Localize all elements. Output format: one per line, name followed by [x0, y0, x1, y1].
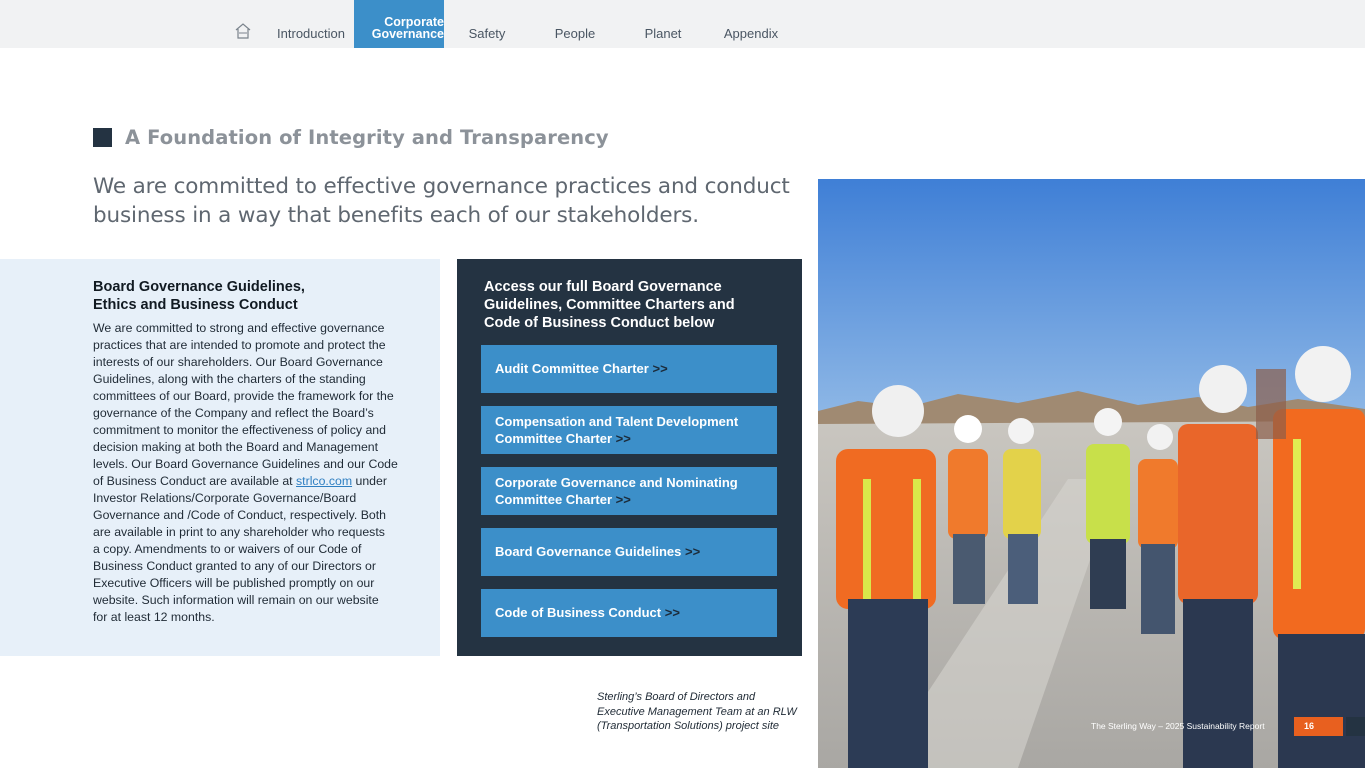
- heading-line: Board Governance Guidelines,: [93, 279, 305, 295]
- page-number-badge: 16: [1294, 717, 1343, 736]
- governance-info-heading: [93, 278, 413, 314]
- nav-tab-appendix[interactable]: Appendix: [723, 26, 779, 41]
- nav-tab-people[interactable]: People: [554, 26, 596, 41]
- body-line: are available in print to any shareholder who requests: [93, 525, 385, 539]
- heading-line: Guidelines, Committee Charters and: [484, 297, 735, 313]
- report-title-footer: The Sterling Way – 2025 Sustainability Report: [1091, 721, 1265, 731]
- chevrons-right-icon: >>: [615, 431, 631, 446]
- strlco-website-link[interactable]: strlco.com: [296, 474, 353, 488]
- button-label: Committee Charter: [495, 492, 613, 507]
- body-line: practices that are intended to promote and protect the: [93, 338, 386, 352]
- chevrons-right-icon: >>: [615, 492, 631, 507]
- top-navigation: [0, 0, 1365, 48]
- caption-line: Sterling’s Board of Directors and: [597, 691, 756, 703]
- documents-panel-heading: [484, 278, 784, 332]
- chevrons-right-icon: >>: [652, 361, 668, 377]
- button-label: Corporate Governance and Nominating: [495, 474, 738, 490]
- body-line: Executive Officers will be published promptly on our: [93, 576, 375, 590]
- board-governance-guidelines-button[interactable]: [481, 528, 777, 576]
- body-line: Business Conduct granted to any of our Directors or: [93, 559, 376, 573]
- compensation-committee-charter-button[interactable]: [481, 406, 777, 454]
- caption-line: Executive Management Team at an RLW: [597, 705, 797, 718]
- nav-tab-safety[interactable]: Safety: [468, 26, 506, 41]
- audit-committee-charter-button[interactable]: [481, 345, 777, 393]
- chevrons-right-icon: >>: [685, 544, 701, 560]
- intro-line: business in a way that benefits each of our stakeholders.: [93, 203, 699, 228]
- body-line: decision making at both the Board and Management: [93, 440, 379, 454]
- caption-line: (Transportation Solutions) project site: [597, 720, 779, 732]
- body-line: a copy. Amendments to or waivers of our Code of: [93, 542, 362, 556]
- nav-tab-introduction[interactable]: Introduction: [277, 26, 345, 41]
- body-line: Guidelines, along with the charters of the standing: [93, 372, 366, 386]
- heading-line: Access our full Board Governance: [484, 279, 722, 295]
- nav-tab-corporate-governance[interactable]: Corporate Governance: [354, 0, 444, 48]
- button-label: Compensation and Talent Development: [495, 413, 739, 429]
- page-edge-tab: [1346, 717, 1365, 736]
- body-line: for at least 12 months.: [93, 610, 215, 624]
- body-line: commitment to monitor the effectiveness of policy and: [93, 423, 386, 437]
- body-line: levels. Our Board Governance Guidelines and our Code: [93, 457, 398, 471]
- link-suffix-text: under: [352, 474, 387, 488]
- link-prefix-text: of Business Conduct are available at: [93, 474, 297, 488]
- button-label: Committee Charter: [495, 431, 613, 446]
- heading-line: Ethics and Business Conduct: [93, 297, 298, 313]
- button-label: Code of Business Conduct: [495, 605, 662, 621]
- chevrons-right-icon: >>: [664, 605, 680, 621]
- intro-line: We are committed to effective governance practices and conduct: [93, 174, 790, 199]
- governance-info-body: [93, 320, 418, 626]
- home-icon[interactable]: [234, 22, 252, 40]
- body-line: governance of the Company and reflect the Board’s: [93, 406, 374, 420]
- body-line-with-link: [93, 473, 418, 490]
- body-line: website. Such information will remain on our website: [93, 593, 379, 607]
- body-line: Investor Relations/Corporate Governance/Board: [93, 491, 357, 505]
- nav-tab-planet[interactable]: Planet: [644, 26, 682, 41]
- intro-statement: [93, 172, 793, 230]
- body-line: interests of our shareholders. Our Board Governance: [93, 355, 383, 369]
- page-title: A Foundation of Integrity and Transparency: [125, 126, 609, 149]
- project-site-photo: [818, 179, 1365, 768]
- body-line: committees of our Board, provide the framework for the: [93, 389, 394, 403]
- body-line: Governance and /Code of Conduct, respectively. Both: [93, 508, 387, 522]
- photo-caption: [597, 690, 812, 734]
- button-label: Audit Committee Charter: [495, 361, 649, 377]
- nominating-committee-charter-button[interactable]: [481, 467, 777, 515]
- heading-line: Code of Business Conduct below: [484, 315, 715, 331]
- title-marker-square: [93, 128, 112, 147]
- code-of-business-conduct-button[interactable]: [481, 589, 777, 637]
- body-line: We are committed to strong and effective governance: [93, 321, 385, 335]
- button-label: Board Governance Guidelines: [495, 544, 682, 560]
